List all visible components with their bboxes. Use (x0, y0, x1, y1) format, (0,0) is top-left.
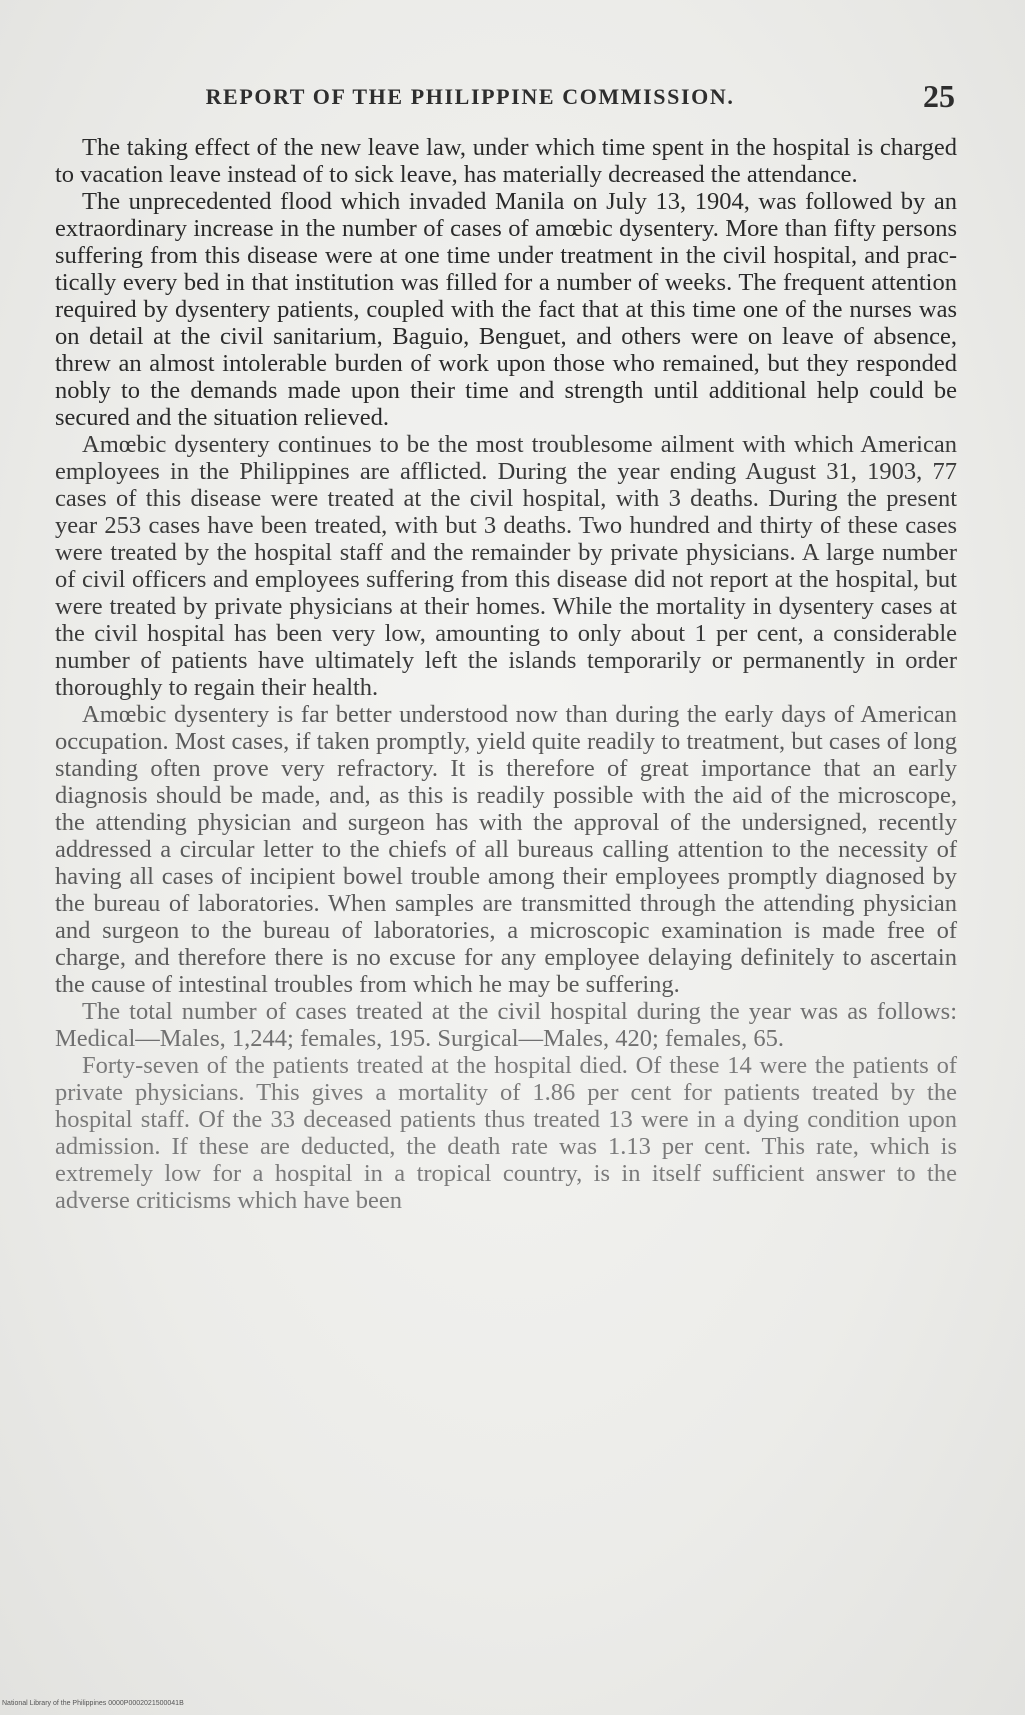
page-number: 25 (923, 78, 955, 114)
paragraph-leave-law: The taking effect of the new leave law, under which time spent in the hospital is charged to vacation leave instead of to sick leave, has materially decreased the attendance. (55, 134, 957, 188)
running-title: REPORT OF THE PHILIPPINE COMMISSION. (205, 84, 735, 109)
body-text (55, 134, 957, 1214)
paragraph-mortality: Forty-seven of the patients treated at the hospital died. Of these 14 were the patients of private physicians. This gives a mortality of 1.86 per cent for patients treated by the hospital staff. Of the 33 deceased patients thus treated 13 were in a dying condition upon admission. If these are deducted, the death rate was 1.13 per cent. This rate, which is extremely low for a hospital in a tropical country, is in itself sufficient answer to the adverse criticisms which have been (55, 1052, 957, 1214)
paragraph-dysentery-diagnosis: Amœbic dysentery is far better understood now than during the early days of American occupation. Most cases, if taken promptly, yield quite readily to treatment, but cases of long standing often prove very refractory. It is therefore of great importance that an early diagnosis should be made, and, as this is readily possible with the aid of the microscope, the attending physician and surgeon has with the approval of the undersigned, recently addressed a circular letter to the chiefs of all bureaus calling attention to the necessity of having all cases of incipient bowel trouble among their employees promptly diagnosed by the bureau of laboratories. When samples are transmitted through the attending physician and surgeon to the bureau of laboratories, a microscopic examination is made free of charge, and therefore there is no excuse for any employee delaying definitely to ascertain the cause of intestinal troubles from which he may be suffering. (55, 701, 957, 998)
paragraph-dysentery-cases: Amœbic dysentery continues to be the most troublesome ailment with which American employees in the Philippines are afflicted. During the year ending August 31, 1903, 77 cases of this disease were treated at the civil hospital, with 3 deaths. During the present year 253 cases have been treated, with but 3 deaths. Two hundred and thirty of these cases were treated by the hospital staff and the remainder by private physicians. A large number of civil officers and employees suffering from this disease did not report at the hospital, but were treated by private physicians at their homes. While the mortality in dysentery cases at the civil hospital has been very low, amounting to only about 1 per cent, a considerable number of patients have ultimately left the islands temporarily or permanently in order thoroughly to regain their health. (55, 431, 957, 701)
paragraph-case-totals: The total number of cases treated at the civil hospital during the year was as follows: Medical—Males, 1,244; females, 195. Surgical—Males, 420; females, 65. (55, 998, 957, 1052)
running-head (55, 78, 955, 118)
paragraph-flood: The unprecedented flood which invaded Manila on July 13, 1904, was followed by an extraordinary increase in the number of cases of amœbic dysentery. More than fifty persons suffering from this disease were at one time under treatment in the civil hospital, and practically every bed in that institution was filled for a number of weeks. The frequent attention required by dysentery patients, coupled with the fact that at this time one of the nurses was on detail at the civil sanitarium, Baguio, Benguet, and others were on leave of absence, threw an almost intolerable burden of work upon those who remained, but they responded nobly to the demands made upon their time and strength until additional help could be secured and the situation relieved. (55, 188, 957, 431)
scan-credit: National Library of the Philippines 0000P0002021500041B (2, 1700, 184, 1707)
